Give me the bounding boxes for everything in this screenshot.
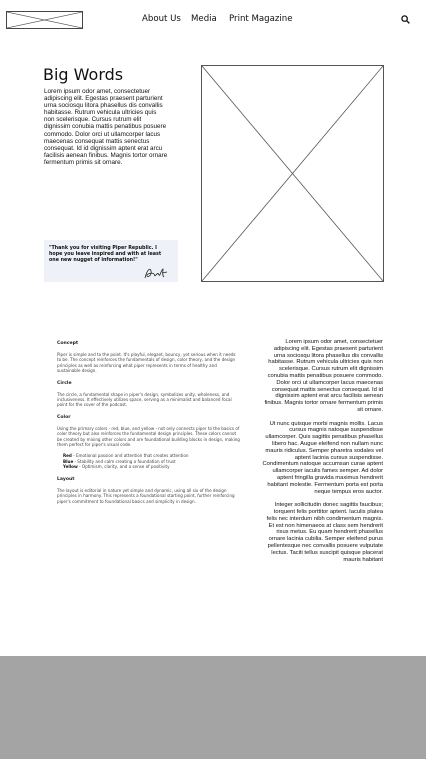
search-icon[interactable]	[401, 15, 410, 24]
list-item: Red - Emotional passion and attention that creates attention	[63, 453, 189, 459]
concept-text: Piper is simple and to the point. It's playful, elegant, bouncy, yet serious when it needs to be. The concept reinforces the fundamentals of design, color theory, and the design principles as well as reinforcing what piper represents in terms of healthy and sustainable design.	[57, 352, 236, 374]
nav-about-us[interactable]: About Us	[142, 14, 181, 24]
hero-image-placeholder	[201, 65, 384, 282]
color-text: Using the primary colors - red, blue, and yellow - not only connects piper to the basics of color theory but also reinforces the fundamental design principles. These colors cannot be created by mixing other colors and are foundational building blocks in design, making them perfect for piper's visual code.	[57, 425, 240, 448]
concept-heading: Concept	[57, 341, 79, 346]
list-item: Yellow - Optimism, clarity, and a sense of positivity	[63, 464, 170, 470]
circle-text: The circle, a fundamental shape in piper's design, symbolizes unity, wholeness, and inclusiveness. It effectively utilizes space, serving as a minimalist and balanced focal point for the cover of the podcast.	[57, 391, 232, 408]
layout-text: The layout is editorial in nature yet simple and dynamic, using all six of the design principles in harmony. This represents a foundational starting point, further reinforcing piper's commitment to foundational basics and simplicity in design.	[57, 487, 235, 504]
footer	[0, 656, 426, 759]
logo-placeholder[interactable]	[6, 11, 83, 29]
quote-text: "Thank you for visiting Piper Republic. I hope you leave inspired and with at least one new nugget of information!"	[49, 246, 162, 263]
layout-heading: Layout	[57, 476, 75, 482]
right-text-column	[262, 339, 383, 570]
color-heading: Color	[57, 414, 71, 420]
color-list	[57, 453, 240, 470]
paragraph: Integer sollicitudin donec sagittis faucibus; torquent felis porttitor aptent. Iaculis platea felis nec interdum nibh condimentum magnis. Et est non himenaeos at class sem hendrerit risus metus. Eu quam hendrerit phasellus ornare lacinia cubilia. Semper eleifend purus pellentesque nec convallis posuere vulputate lectus. Taciti tellus suscipit quisque placerat mauris habitant	[266, 502, 383, 563]
image-placeholder-icon	[202, 66, 383, 281]
quote-card	[44, 240, 178, 282]
paragraph: Lorem ipsum odor amet, consectetuer adipiscing elit. Egestas praesent parturient urna sociosqu litora phasellus dis convallis habitasse. Rutrum vehicula ultricies quis non scelerisque. Cursus rutrum elit dignissim conubia mattis penatibus posuere commodo. Dolor orci ut ullamcorper lacus maecenas consequat mattis senectus consequat. Id id dignissim aptent erat arcu facilisis aenean finibus. Magnis tortor ornare fermentum primis sit ornare.	[264, 339, 383, 413]
list-item: Blue - Stability and calm creating a foundation of trust	[63, 458, 176, 464]
signature-icon	[143, 266, 169, 280]
image-placeholder-icon	[7, 12, 82, 28]
circle-heading: Circle	[57, 380, 72, 386]
nav-media[interactable]: Media	[191, 14, 217, 24]
paragraph: Ut nunc quisque morbi magnis mollis. Lacus cursus magnis natoque suspendisse ullamcorper. Quis sagittis penatibus phasellus libero hac. Augue eleifend non nullam nunc mauris ridiculus. Semper pharetra sodales vel aptent lacinia cursus suspendisse. Condimentum natoque accumsan curae aptent ullamcorper iaculis fames semper. Ad dolor aptent fringilla gravida maximus hendrerit habitant molestie. Fermentum porta est porta neque tempus eros auctor.	[262, 420, 383, 495]
concept-section	[57, 341, 240, 504]
hero-title: Big Words	[43, 65, 124, 84]
nav-print-magazine[interactable]: Print Magazine	[229, 14, 293, 24]
hero-body-text: Lorem ipsum odor amet, consectetuer adipiscing elit. Egestas praesent parturient urna sociosqu litora phasellus dis convallis habitasse. Rutrum vehicula ultricies quis non scelerisque. Cursus rutrum elit dignissim conubia mattis penatibus posuere commodo. Dolor orci ut ullamcorper lacus maecenas consequat mattis senectus consequat. Id id dignissim aptent erat arcu facilisis aenean finibus. Magnis tortor ornare fermentum primis sit ornare.	[44, 88, 168, 166]
